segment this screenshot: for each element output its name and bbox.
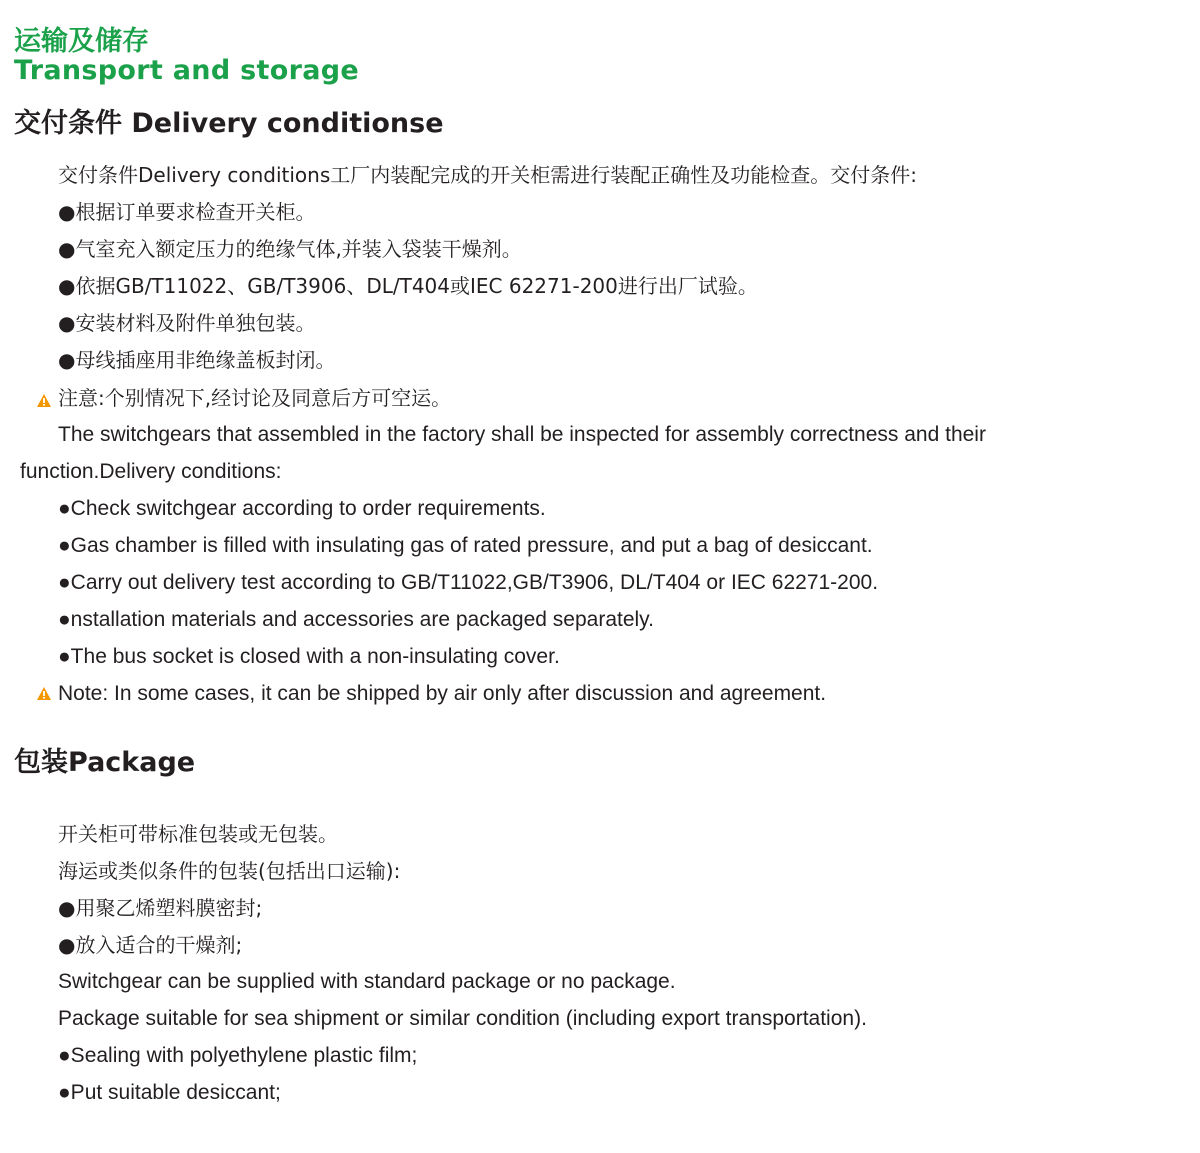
package-en-line: ●Put suitable desiccant; [58,1081,281,1104]
delivery-en-item: ●The bus socket is closed with a non-insulating cover. [58,645,560,668]
delivery-en-intro: The switchgears that assembled in the factory shall be inspected for assembly correctness and their [58,423,986,446]
package-en-line: Package suitable for sea shipment or similar condition (including export transportation). [58,1007,867,1030]
delivery-heading: 交付条件 Delivery conditionse [14,108,444,139]
delivery-cn-item: ●母线插座用非绝缘盖板封闭。 [58,348,336,372]
warning-triangle-icon [36,393,52,408]
delivery-en-item: ●nstallation materials and accessories are packaged separately. [58,608,654,631]
delivery-en-item: ●Check switchgear according to order requirements. [58,497,546,520]
package-cn-line: 开关柜可带标准包装或无包装。 [58,822,338,846]
delivery-cn-item: ●安装材料及附件单独包装。 [58,311,316,335]
delivery-en-item: ●Gas chamber is filled with insulating gas of rated pressure, and put a bag of desiccant. [58,534,873,557]
warning-triangle-icon [36,686,52,701]
delivery-cn-note: 注意:个别情况下,经讨论及同意后方可空运。 [58,386,452,410]
delivery-en-item: ●Carry out delivery test according to GB/T11022,GB/T3906, DL/T404 or IEC 62271-200. [58,571,879,594]
package-cn-line: 海运或类似条件的包装(包括出口运输): [58,859,401,883]
package-cn-line: ●放入适合的干燥剂; [58,933,243,957]
package-cn-line: ●用聚乙烯塑料膜密封; [58,896,263,920]
page-title-en: Transport and storage [14,55,359,86]
delivery-cn-item: ●根据订单要求检查开关柜。 [58,200,316,224]
delivery-en-intro-continued: function.Delivery conditions: [20,460,282,483]
package-heading: 包装Package [14,747,196,778]
delivery-cn-item: ●依据GB/T11022、GB/T3906、DL/T404或IEC 62271-200进行出厂试验。 [58,274,758,298]
package-en-line: Switchgear can be supplied with standard package or no package. [58,970,676,993]
page-title-cn: 运输及储存 [14,26,149,57]
delivery-cn-intro: 交付条件Delivery conditions工厂内装配完成的开关柜需进行装配正确性及功能检查。交付条件: [58,163,918,187]
package-en-line: ●Sealing with polyethylene plastic film; [58,1044,418,1067]
delivery-cn-item: ●气室充入额定压力的绝缘气体,并装入袋装干燥剂。 [58,237,522,261]
delivery-en-note: Note: In some cases, it can be shipped by air only after discussion and agreement. [58,682,827,705]
